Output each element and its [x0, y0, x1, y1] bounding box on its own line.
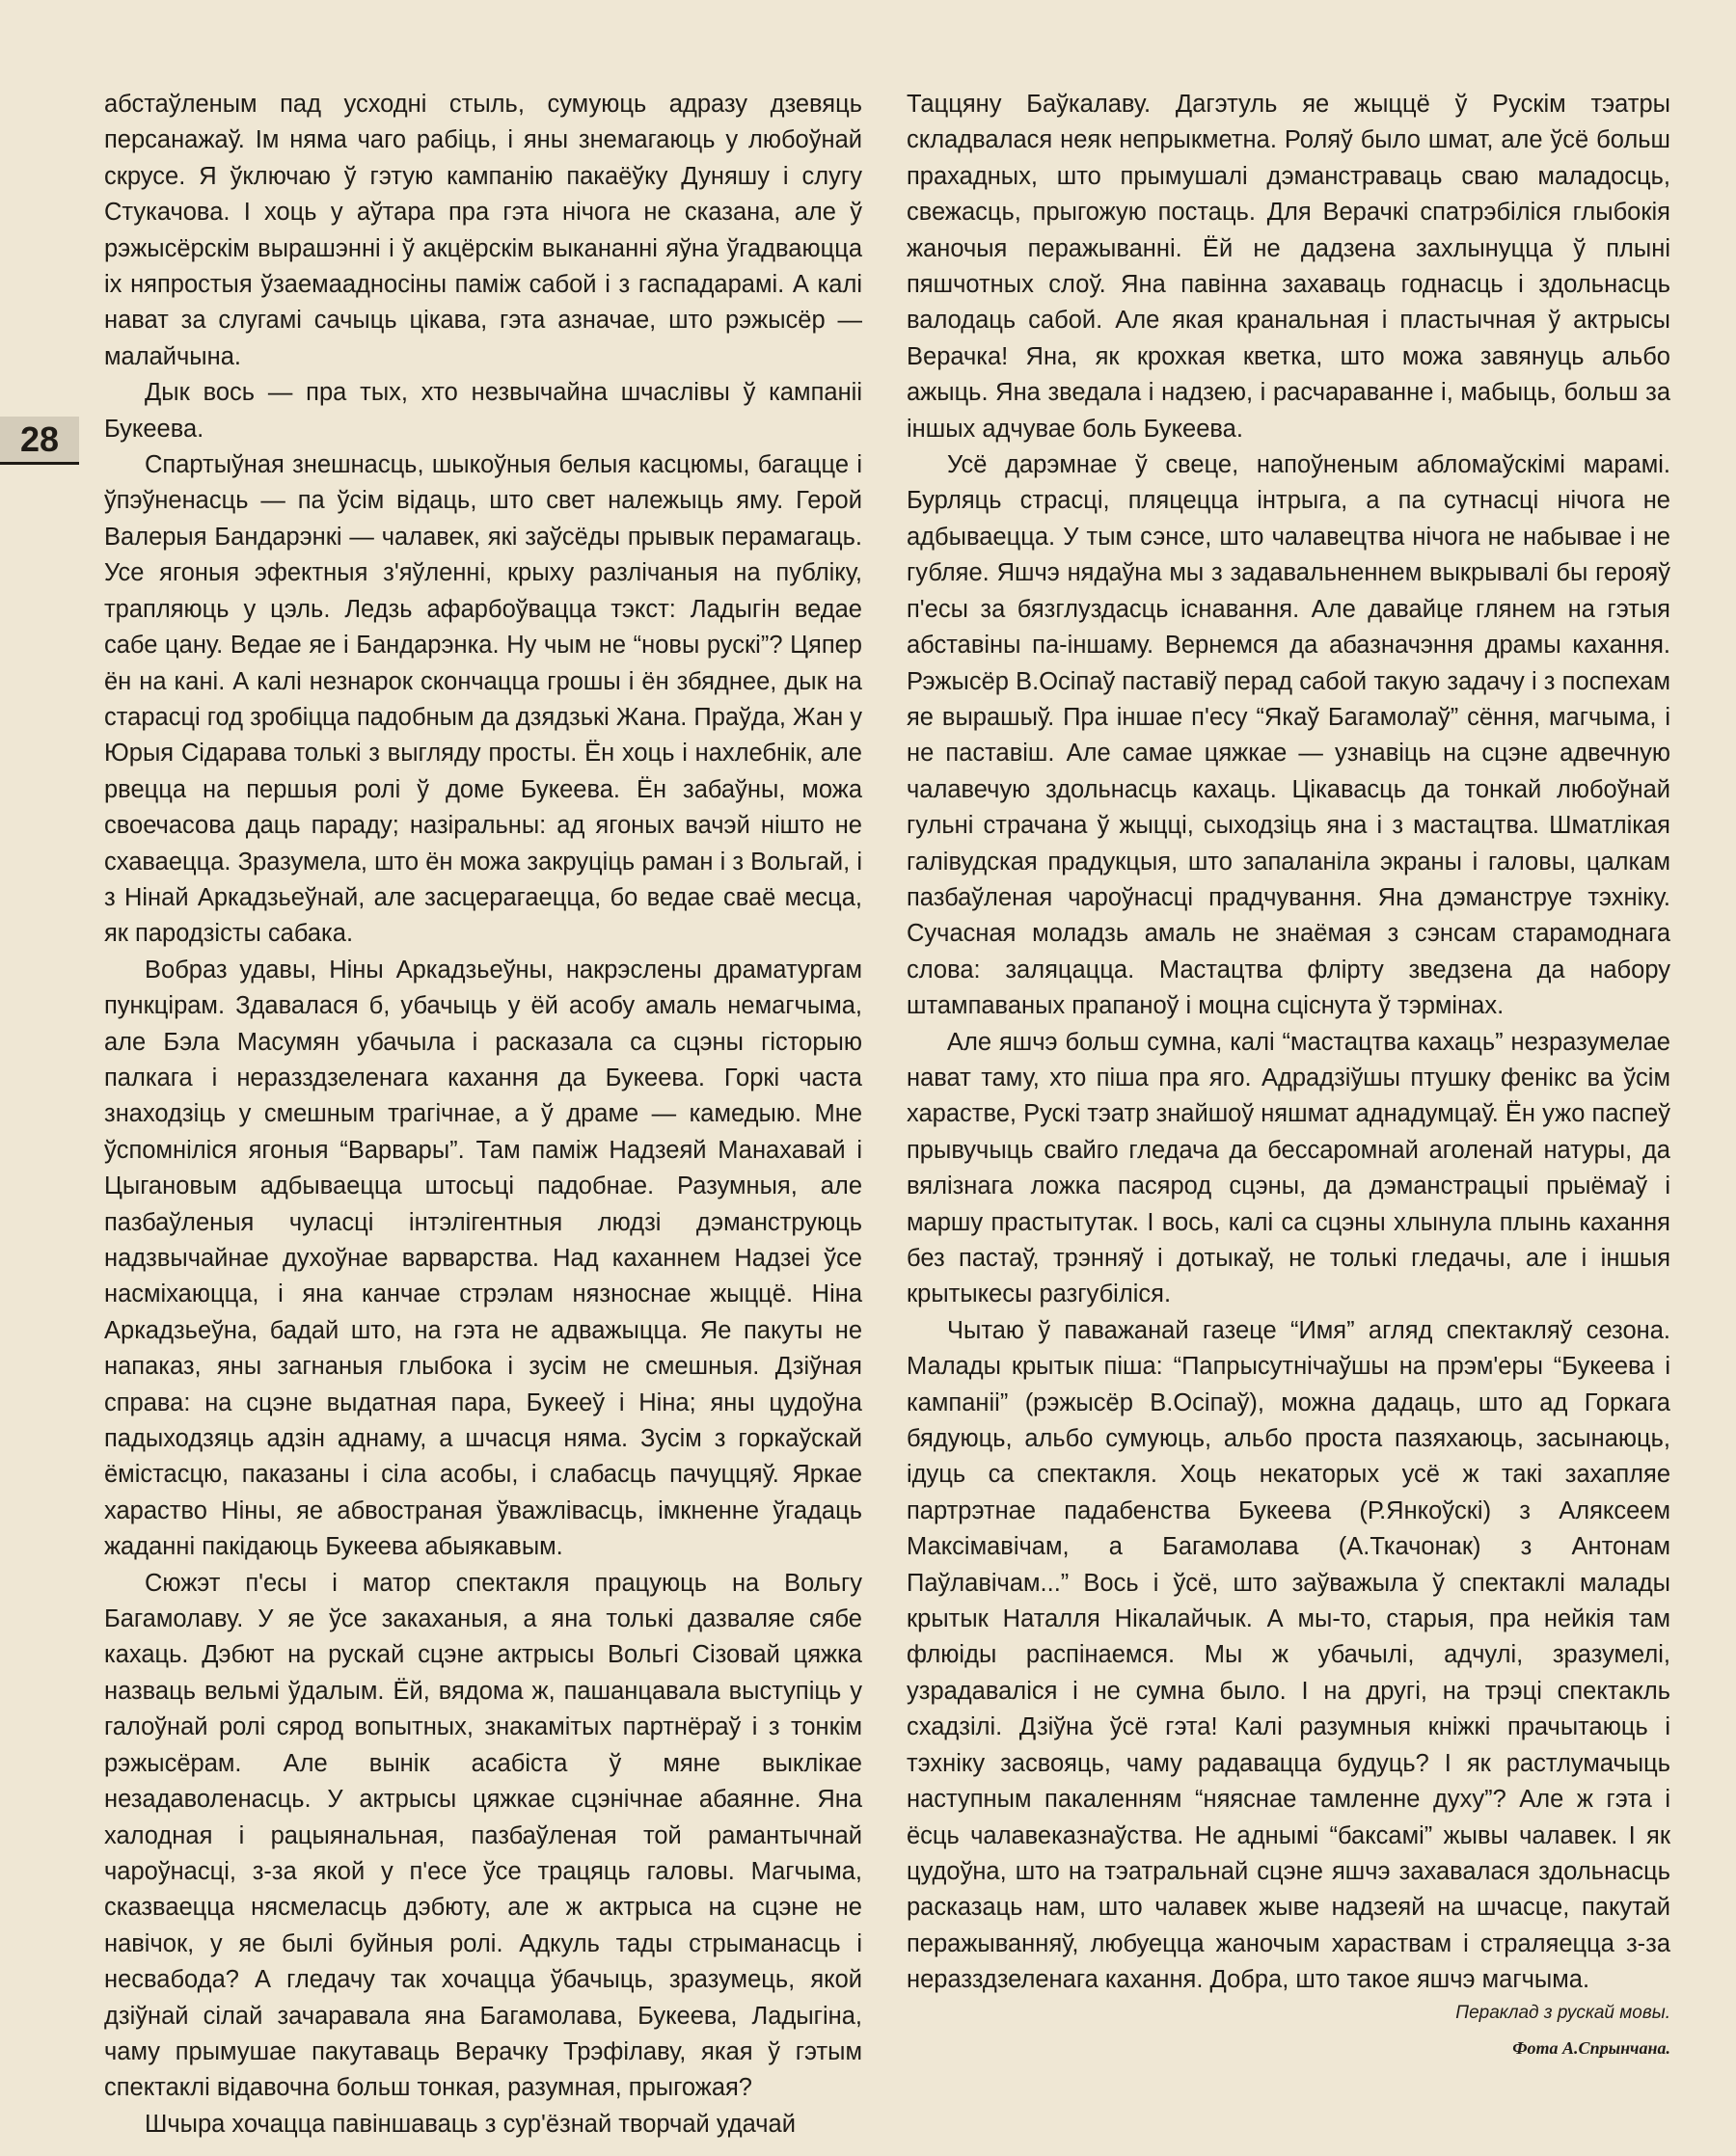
article-column-right [907, 87, 1670, 1999]
paragraph: Спартыўная знешнасць, шыкоўныя белыя касцюмы, багацце і ўпэўненасць — па ўсім відаць, што свет належыць яму. Герой Валерыя Бандарэнкі — чалавек, які заўсёды прывык перамагаць. Усе ягоныя эфектныя з'яўленні, крыху разлічаныя на публіку, трапляюць у цэль. Ледзь афарбоўвацца тэкст: Ладыгін ведае сабе цану. Ведае яе і Бандарэнка. Ну чым не “новы рускі”? Цяпер ён на кані. А калі незнарок скончацца грошы і ён збяднее, дык на старасці год зробіцца падобным да дзядзькі Жана. Праўда, Жан у Юрыя Сідарава толькі з выгляду просты. Ён хоць і нахлебнік, але рвецца на першыя ролі ў доме Букеева. Ён забаўны, можа своечасова даць параду; назіральны: ад ягоных вачэй нішто не схаваецца. Зразумела, што ён можа закруціць раман і з Вольгай, і з Нінай Аркадзьеўнай, але засцерагаецца, бо ведае сваё месца, як пародзісты сабака. [104, 451, 862, 948]
credits [907, 1996, 1670, 2065]
paragraph: Таццяну Баўкалаву. Дагэтуль яе жыццё ў Рускім тэатры складвалася неяк непрыкметна. Роляў было шмат, але ўсё больш прахадных, што прымушалі дэманстраваць сваю маладосць, свежасць, прыгожую постаць. Для Верачкі спатрэбіліся глыбокія жаночыя перажыванні. Ёй не дадзена захлынуцца ў плыні пяшчотных слоў. Яна павінна захаваць годнасць і здольнасць валодаць сабой. Але якая кранальная і пластычная ў актрысы Верачка! Яна, як крохкая кветка, што можа завянуць альбо ажыць. Яна зведала і надзею, і расчараванне і, мабыць, больш за іншых адчувае боль Букеева. [907, 91, 1670, 443]
paragraph: Сюжэт п'есы і матор спектакля працуюць на Вольгу Багамолаву. У яе ўсе закаханыя, а яна толькі дазваляе сябе кахаць. Дэбют на рускай сцэне актрысы Вольгі Сізовай цяжка назваць вельмі ўдалым. Ёй, вядома ж, пашанцавала выступіць у галоўнай ролі сярод вопытных, знакамітых партнёраў і з тонкім рэжысёрам. Але вынік асабіста ў мяне выклікае незадаволенасць. У актрысы цяжкае сцэнічнае абаянне. Яна халодная і рацыянальная, пазбаўленая той рамантычнай чароўнасці, з-за якой у п'есе ўсе трацяць галовы. Магчыма, сказваецца нясмеласць дэбюту, але ж актрыса на сцэне не навічок, у яе былі буйныя ролі. Адкуль тады стрыманасць і несвабода? А гледачу так хочацца ўбачыць, зразумець, якой дзіўнай сілай зачаравала яна Багамолава, Букеева, Ладыгіна, чаму прымушае пакутаваць Верачку Трэфілаву, якая ў гэтым спектаклі відавочна больш тонкая, разумная, прыгожая? [104, 1569, 862, 2102]
paragraph: абстаўленым пад усходні стыль, сумуюць адразу дзевяць персанажаў. Ім няма чаго рабіць, і яны знемагаюць у любоўнай скрусе. Я ўключаю ў гэтую кампанію пакаёўку Дуняшу і слугу Стукачова. І хоць у аўтара пра гэта нічога не сказана, але ў рэжысёрскім вырашэнні і ў акцёрскім выкананні яўна ўгадваюцца іх няпростыя ўзаемаадносіны паміж сабой і з гаспадарамі. А калі нават за слугамі сачыць цікава, гэта азначае, што рэжысёр — малайчына. [104, 91, 862, 370]
paragraph: Вобраз удавы, Ніны Аркадзьеўны, накрэслены драматургам пункцірам. Здавалася б, убачыць у ёй асобу амаль немагчыма, але Бэла Масумян убачыла і расказала са сцэны гісторыю палкага і неразздзеленага кахання да Букеева. Горкі часта знаходзіць у смешным трагічнае, а ў драме — камедыю. Мне ўспомніліся ягоныя “Варвары”. Там паміж Надзеяй Манахавай і Цыгановым адбываецца штосьці падобнае. Разумныя, але пазбаўленыя чуласці інтэлігентныя людзі дэманструюць надзвычайнае духоўнае варварства. Над каханнем Надзеі ўсе насміхаюцца, і яна канчае стрэлам нязноснае жыццё. Ніна Аркадзьеўна, бадай што, на гэта не адважыцца. Яе пакуты не напаказ, яны загнаныя глыбока і зусім не смешныя. Дзіўная справа: на сцэне выдатная пара, Букееў і Ніна; яны цудоўна падыходзяць адзін аднаму, а шчасця няма. Зусім з горкаўскай ёмістасцю, паказаны і сіла асобы, і слабасць пачуццяў. Яркае харaство Ніны, яе абвостраная ўважлівасць, імкненне ўгадаць жаданні пакідаюць Букеева абыякавым. [104, 956, 862, 1561]
photo-credit: Фота А.Спрынчана. [1512, 2038, 1670, 2058]
page-number: 28 [0, 417, 79, 465]
paragraph: Дык вось — пра тых, хто незвычайна шчаслівы ў кампаніі Букеева. [104, 379, 862, 443]
article-column-left [104, 87, 862, 2143]
paragraph: Усё дарэмнае ў свеце, напоўненым абломаўскімі марамі. Бурляць страсці, пляцецца інтрыга, а па сутнасці нічога не адбываецца. У тым сэнсе, што чалавецтва нічога не набывае і не губляе. Яшчэ нядаўна мы з задавальненнем выкрывалі бы герояў п'есы за бязглуздасць існавання. Але давайце глянем на гэтыя абставіны па-іншаму. Вернемся да абазначэння драмы кахання. Рэжысёр В.Осіпаў паставіў перад сабой такую задачу і з поспехам яе вырашыў. Пра іншае п'есу “Якаў Багамолаў” сёння, магчыма, і не паставіш. Але самае цяжкае — узнавіць на сцэне адвечную чалавечую здольнасць кахаць. Цікавасць да тонкай любоўнай гульні страчана ў жыцці, сыходзіць яна і з мастацтва. Шматлікая галівудская прадукцыя, што запаланіла экраны і галовы, цалкам пазбаўленая чароўнасці прадчування. Яна дэманструе тэхніку. Сучасная моладзь амаль не знаёмая з сэнсам старамоднага слова: заляцацца. Мастацтва флірту зведзена да набору штампаваных прапаноў і моцна сціснута ў тэрмінах. [907, 451, 1670, 1020]
paragraph: Чытаю ў паважанай газеце “Имя” агляд спектакляў сезона. Малады крытык піша: “Папрысутнічаўшы на прэм'еры “Букеева і кампаніі” (рэжысёр В.Осіпаў), можна дадаць, што ад Горкага бядуюць, альбо сумуюць, альбо проста пазяхаюць, засынаюць, ідуць са спектакля. Хоць некаторых усё ж такі захапляе партрэтнае падабенства Букеева (Р.Янкоўскі) з Аляксеем Максімавічам, а Багамолава (А.Ткачонак) з Антонам Паўлавічам...” Вось і ўсё, што заўважыла ў спектаклі малады крытык Наталля Нікалайчык. А мы-то, старыя, пра нейкія там флюіды распінаемся. Мы ж убачылі, адчулі, зразумелі, узрадаваліся і не сумна было. І на другі, на трэці спектакль схадзілі. Дзіўна ўсё гэта! Калі разумныя кніжкі прачытаюць і тэхніку засвояць, чаму радавацца будуць? І як растлумачыць наступным пакаленням “няяснае тамленне духу”? Але ж гэта і ёсць чалавеказнаўства. Не аднымі “баксамі” жывы чалавек. І як цудоўна, што на тэатральнай сцэне яшчэ захавалася здольнасць расказаць нам, што чалавек жыве надзеяй на шчасце, пакутай перажыванняў, любуецца жаночым хараcтвам і страляецца з-за неразздзеленага кахання. Добра, што такое яшчэ магчыма. [907, 1316, 1670, 1994]
paragraph: Але яшчэ больш сумна, калі “мастацтва кахаць” незразумелае нават таму, хто піша пра яго. Адрадзіўшы птушку фенікс ва ўсім хараcтве, Рускі тэатр знайшоў няшмат аднадумцаў. Ён ужо паспеў прывучыць свайго гледача да бессаромнай аголенай натуры, да вялізнага ложка пасярод сцэны, да дэманстрацыі прыёмаў і маршу прастытутак. І вось, калі са сцэны хлынула плынь кахання без пастаў, трэнняў і дотыкаў, не толькі гледачы, але і іншыя крытыкесы разгубіліся. [907, 1028, 1670, 1308]
translation-note: Пераклад з рускай мовы. [1455, 2003, 1670, 2023]
paragraph: Шчыра хочацца павіншаваць з сур'ёзнай творчай удачай [145, 2110, 796, 2138]
